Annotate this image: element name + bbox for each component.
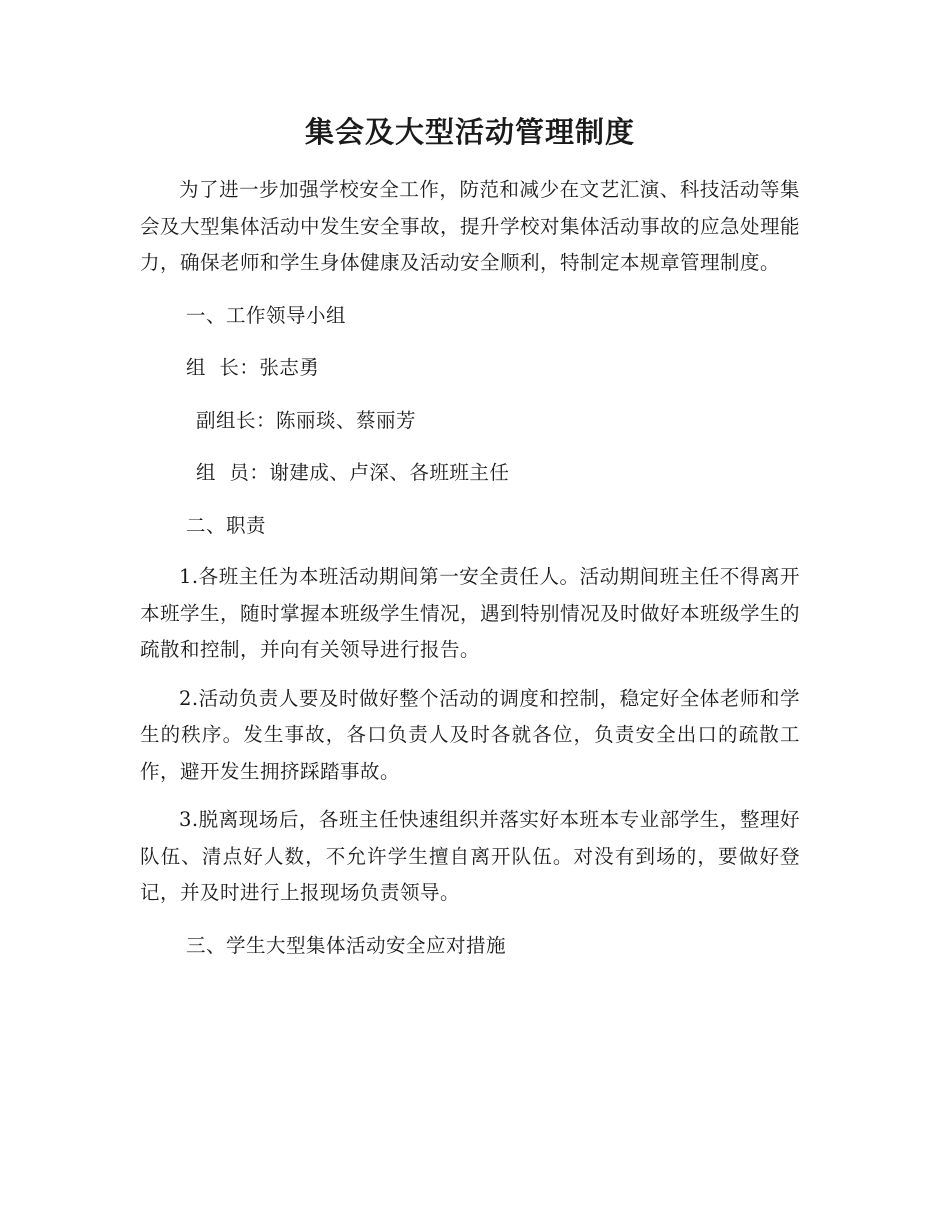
section-heading-duties: 二、职责 bbox=[186, 513, 267, 537]
section-heading-measures: 三、学生大型集体活动安全应对措施 bbox=[186, 933, 507, 957]
intro-paragraph: 为了进一步加强学校安全工作，防范和减少在文艺汇演、科技活动等集会及大型集体活动中发生安全事故，提升学校对集体活动事故的应急处理能力，确保老师和学生身体健康及活动安全顺利，特制定本规章管理制度。 bbox=[140, 178, 801, 274]
duty-item: 1.各班主任为本班活动期间第一安全责任人。活动期间班主任不得离开本班学生，随时掌握本班级学生情况，遇到特别情况及时做好本班级学生的疏散和控制，并向有关领导进行报告。 bbox=[140, 565, 801, 661]
group-leader: 组 长：张志勇 bbox=[186, 356, 320, 379]
duty-item: 3.脱离现场后，各班主任快速组织并落实好本班本专业部学生，整理好队伍、清点好人数，不允许学生擅自离开队伍。对没有到场的，要做好登记，并及时进行上报现场负责领导。 bbox=[140, 808, 800, 904]
group-members: 组 员：谢建成、卢深、各班班主任 bbox=[196, 461, 510, 484]
deputy-leaders: 副组长：陈丽琰、蔡丽芳 bbox=[196, 408, 417, 432]
document-title: 集会及大型活动管理制度 bbox=[304, 115, 635, 149]
section-heading-leadership: 一、工作领导小组 bbox=[186, 303, 347, 327]
document-page bbox=[140, 110, 800, 964]
duty-item: 2.活动负责人要及时做好整个活动的调度和控制，稳定好全体老师和学生的秩序。发生事故，各口负责人及时各就各位，负责安全出口的疏散工作，避开发生拥挤踩踏事故。 bbox=[140, 686, 800, 783]
